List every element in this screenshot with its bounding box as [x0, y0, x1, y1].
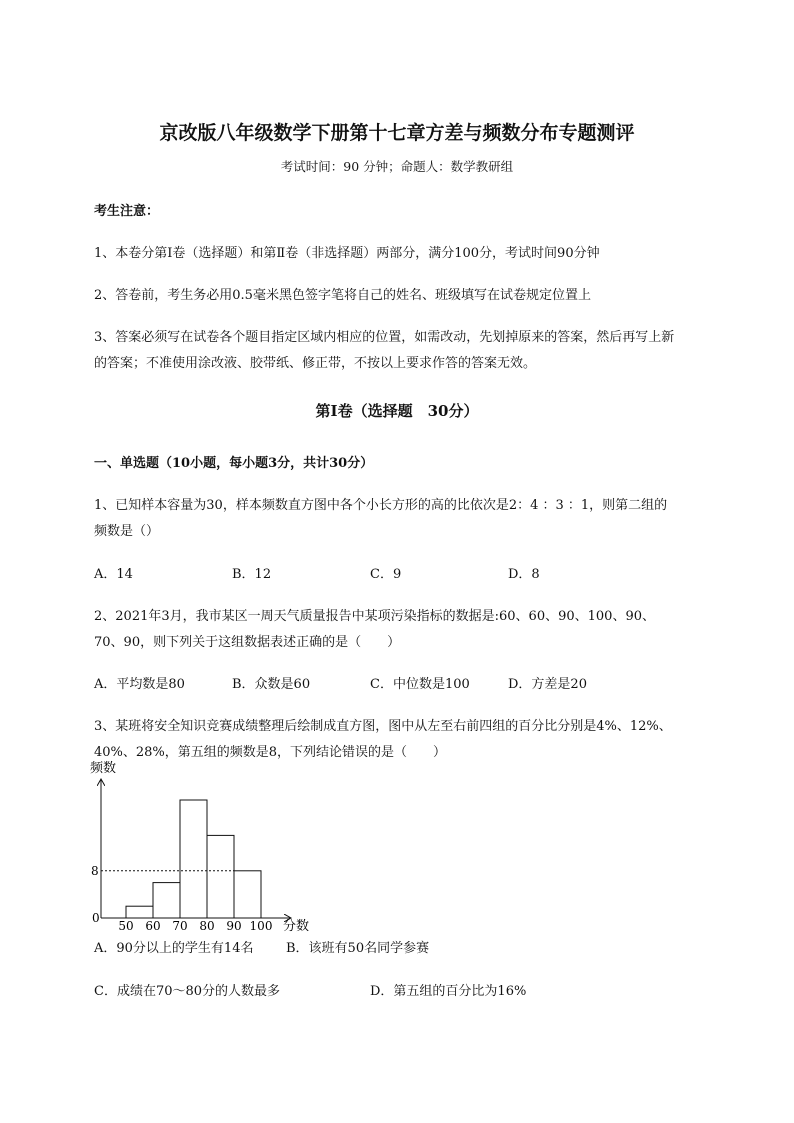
q2-option-b[interactable]: B．众数是60 [232, 677, 311, 692]
q1-option-b[interactable]: B．12 [232, 567, 272, 582]
x-tick-label-70: 70 [172, 919, 188, 933]
part-heading: 一、单选题（10小题，每小题3分，共计30分） [94, 456, 374, 471]
note-3: 3、答案必须写在试卷各个题目指定区域内相应的位置，如需改动，先划掉原来的答案，然后再写上新 [94, 330, 675, 345]
histogram-bar-50-60 [126, 906, 153, 918]
q3-option-c[interactable]: C．成绩在70～80分的人数最多 [94, 984, 281, 999]
note-3-cont: 的答案；不准使用涂改液、胶带纸、修正带，不按以上要求作答的答案无效。 [94, 356, 537, 371]
histogram-bar-90-100 [234, 871, 261, 918]
q1-option-a[interactable]: A．14 [94, 567, 133, 582]
q2-option-d[interactable]: D．方差是20 [508, 677, 587, 692]
question-1-line-1: 1、已知样本容量为30，样本频数直方图中各个小长方形的高的比依次是2：4 ：3 ：1，则第二组的 [94, 498, 668, 513]
y-axis-label: 频数 [90, 761, 117, 776]
exam-subtitle: 考试时间：90 分钟；命题人：数学教研组 [280, 159, 514, 174]
x-tick-label-60: 60 [145, 919, 161, 933]
q2-option-c[interactable]: C．中位数是100 [370, 677, 470, 692]
q3-option-a[interactable]: A．90分以上的学生有14名 [94, 941, 254, 956]
x-tick-label-90: 90 [226, 919, 242, 933]
q3-option-b[interactable]: B．该班有50名同学参赛 [286, 941, 430, 956]
y-tick-label-8: 8 [91, 863, 99, 878]
y-tick-label-0: 0 [92, 911, 100, 925]
question-2-line-1: 2、2021年3月，我市某区一周天气质量报告中某项污染指标的数据是:60、60、90、100、90、 [94, 609, 655, 624]
q1-option-c[interactable]: C．9 [370, 567, 402, 582]
notes-heading: 考生注意： [94, 204, 160, 219]
q3-option-d[interactable]: D．第五组的百分比为16% [370, 984, 527, 999]
note-2: 2、答卷前，考生务必用0.5毫米黑色签字笔将自己的姓名、班级填写在试卷规定位置上 [94, 288, 591, 303]
question-3-line-2: 40%、28%，第五组的频数是8，下列结论错误的是（ ） [94, 745, 447, 760]
q1-option-d[interactable]: D．8 [508, 567, 540, 582]
histogram-bar-80-90 [207, 835, 234, 918]
x-tick-label-100: 100 [249, 919, 273, 933]
page-title: 京改版八年级数学下册第十七章方差与频数分布专题测评 [159, 122, 635, 144]
x-tick-label-50: 50 [118, 919, 134, 933]
section-title: 第Ⅰ卷（选择题 30分） [315, 402, 479, 420]
x-tick-label-80: 80 [199, 919, 215, 933]
note-1: 1、本卷分第Ⅰ卷（选择题）和第Ⅱ卷（非选择题）两部分，满分100分，考试时间90分钟 [94, 246, 600, 261]
histogram-chart [86, 758, 326, 938]
histogram-bar-60-70 [153, 883, 180, 918]
x-axis-label: 分数 [283, 919, 310, 934]
question-1-line-2: 频数是（） [94, 524, 160, 539]
question-3-line-1: 3、某班将安全知识竞赛成绩整理后绘制成直方图，图中从左至右前四组的百分比分别是4%、12%、 [94, 719, 672, 734]
question-2-line-2: 70、90，则下列关于这组数据表述正确的是（ ） [94, 635, 401, 650]
q2-option-a[interactable]: A．平均数是80 [94, 677, 185, 692]
histogram-bar-70-80 [180, 800, 207, 918]
